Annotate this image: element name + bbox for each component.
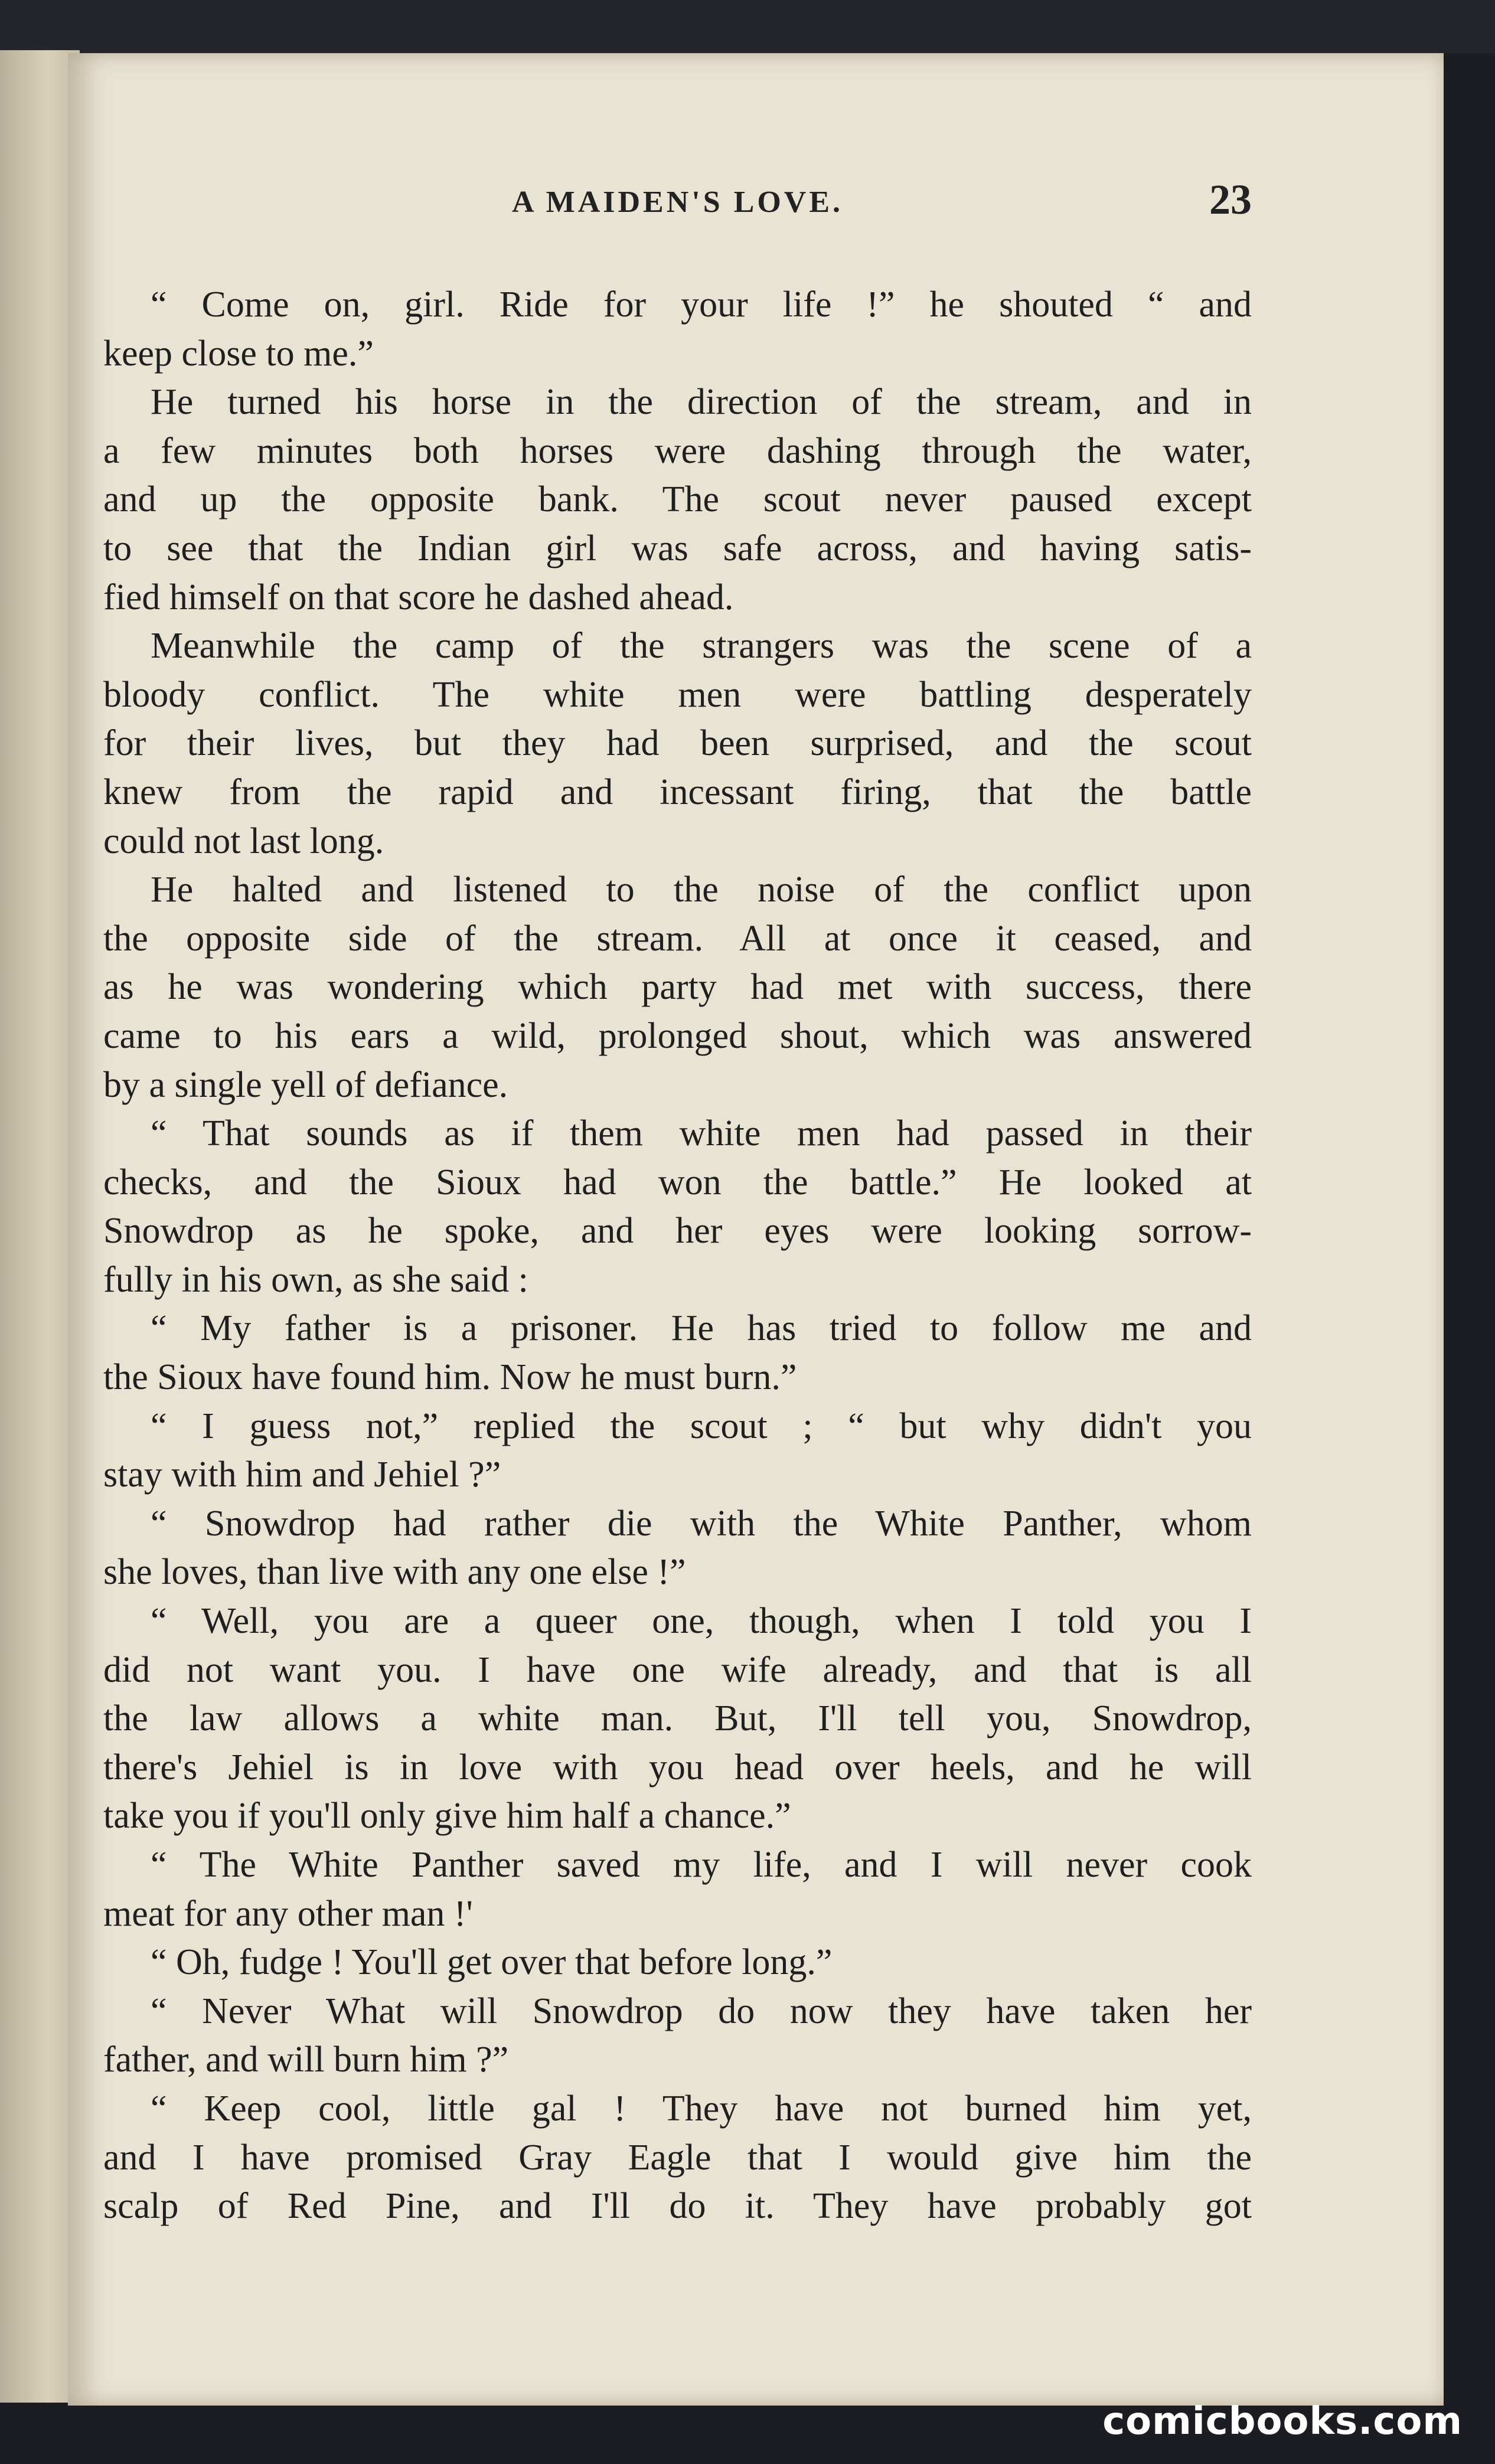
text-line: the opposite side of the stream. All at once it ceased, and xyxy=(103,918,1252,959)
page-body xyxy=(103,280,1252,2231)
page-number: 23 xyxy=(1209,176,1252,223)
text-line: scalp of Red Pine, and I'll do it. They have probably got xyxy=(103,2186,1252,2227)
text-line: “ Snowdrop had rather die with the White Panther, whom xyxy=(151,1503,1252,1544)
top-shadow-strip xyxy=(0,0,1495,53)
text-line: a few minutes both horses were dashing through the water, xyxy=(103,430,1252,471)
text-line: He halted and listened to the noise of the conflict upon xyxy=(151,870,1252,910)
text-line: fied himself on that score he dashed ahead. xyxy=(103,577,734,617)
text-line: “ That sounds as if them white men had passed in their xyxy=(151,1113,1252,1154)
text-line: checks, and the Sioux had won the battle.” He looked at xyxy=(103,1162,1252,1202)
text-line: “ Oh, fudge ! You'll get over that before long.” xyxy=(151,1942,833,1983)
text-line: take you if you'll only give him half a chance.” xyxy=(103,1796,791,1836)
text-line: “ I guess not,” replied the scout ; “ but why didn't you xyxy=(151,1406,1252,1446)
text-line: she loves, than live with any one else !” xyxy=(103,1552,686,1593)
text-line: to see that the Indian girl was safe across, and having satis- xyxy=(103,528,1252,568)
text-line: Snowdrop as he spoke, and her eyes were looking sorrow- xyxy=(103,1211,1252,1251)
text-line: by a single yell of defiance. xyxy=(103,1064,508,1105)
text-line: meat for any other man !' xyxy=(103,1893,473,1934)
text-line: “ Come on, girl. Ride for your life !” he shouted “ and xyxy=(151,285,1252,325)
text-line: Meanwhile the camp of the strangers was the scene of a xyxy=(151,626,1252,666)
text-line: keep close to me.” xyxy=(103,333,374,374)
text-line: He turned his horse in the direction of the stream, and in xyxy=(151,382,1252,423)
text-line: “ Well, you are a queer one, though, when I told you I xyxy=(151,1601,1252,1642)
text-line: “ My father is a prisoner. He has tried to follow me and xyxy=(151,1308,1252,1349)
text-line: “ Never What will Snowdrop do now they have taken her xyxy=(151,1991,1252,2031)
text-line: and I have promised Gray Eagle that I would give him the xyxy=(103,2137,1252,2178)
text-line: the law allows a white man. But, I'll tell you, Snowdrop, xyxy=(103,1698,1252,1739)
watermark-text: comicbooks.com xyxy=(1102,2400,1463,2443)
text-line: stay with him and Jehiel ?” xyxy=(103,1455,501,1495)
text-line: for their lives, but they had been surprised, and the scout xyxy=(103,723,1252,764)
page-header xyxy=(103,151,1252,223)
text-line: as he was wondering which party had met with success, there xyxy=(103,967,1252,1008)
text-line: bloody conflict. The white men were battling desperately xyxy=(103,674,1252,715)
text-line: fully in his own, as she said : xyxy=(103,1259,528,1300)
running-title: A MAIDEN'S LOVE. xyxy=(511,185,844,219)
text-line: and up the opposite bank. The scout never paused except xyxy=(103,479,1252,520)
text-line: knew from the rapid and incessant firing, that the battle xyxy=(103,772,1252,812)
text-line: the Sioux have found him. Now he must burn.” xyxy=(103,1357,797,1398)
text-line: did not want you. I have one wife already, and that is all xyxy=(103,1649,1252,1690)
text-line: could not last long. xyxy=(103,821,384,861)
text-line: “ Keep cool, little gal ! They have not burned him yet, xyxy=(151,2088,1252,2129)
text-line: there's Jehiel is in love with you head over heels, and he will xyxy=(103,1747,1252,1787)
text-line: came to his ears a wild, prolonged shout, which was answered xyxy=(103,1015,1252,1056)
text-line: “ The White Panther saved my life, and I will never cook xyxy=(151,1845,1252,1885)
text-line: father, and will burn him ?” xyxy=(103,2040,509,2080)
